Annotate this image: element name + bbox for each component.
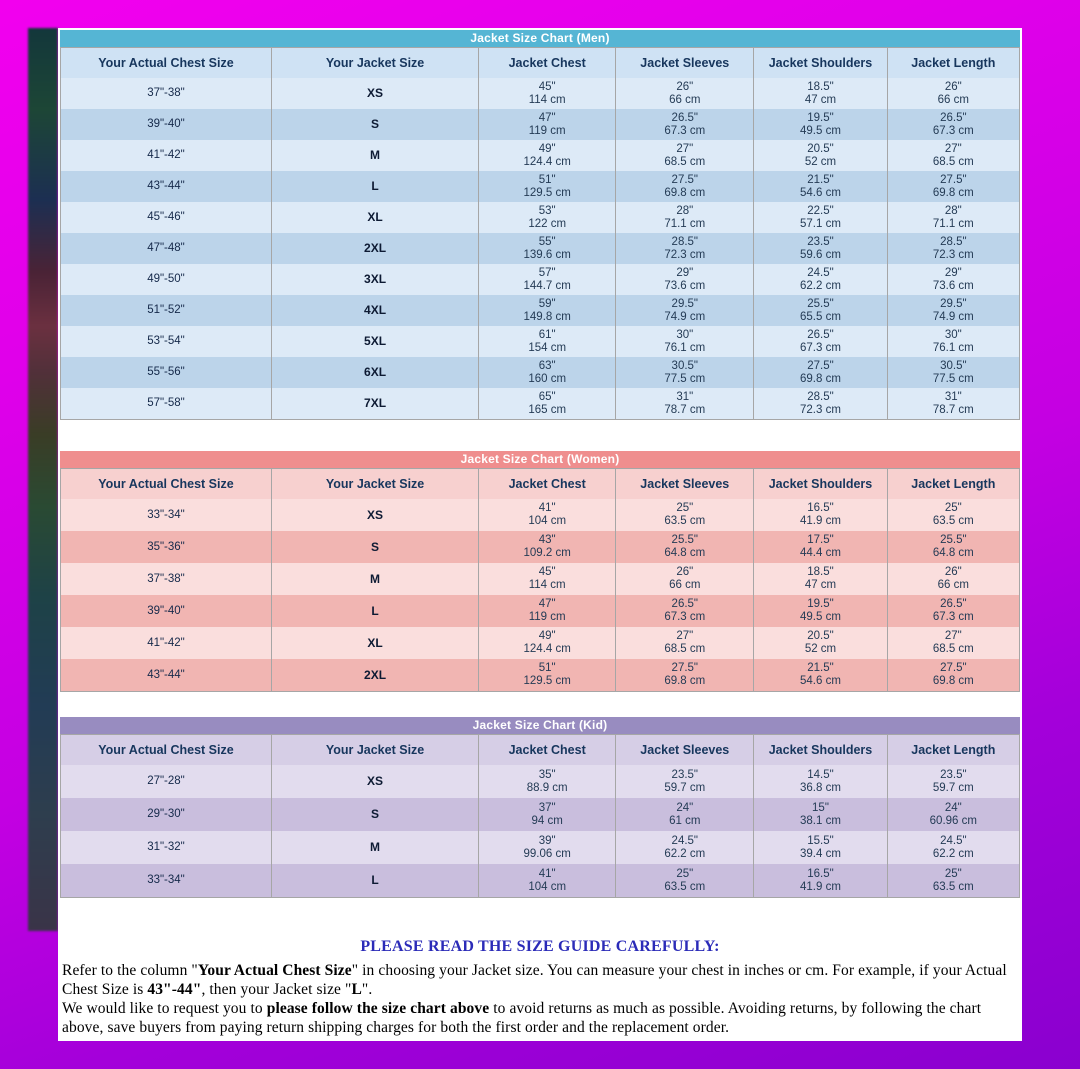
chest-size-cell: 29"-30" [61,798,272,831]
measurement-cell: 20.5" 52 cm [754,627,887,659]
women-table-title: Jacket Size Chart (Women) [60,451,1020,468]
chest-size-cell: 41"-42" [61,627,272,659]
column-header: Jacket Length [887,735,1019,766]
measurement-cell: 30" 76.1 cm [616,326,754,357]
notes-paragraphs [62,961,1018,1037]
jacket-size-cell: 2XL [271,233,478,264]
measurement-cell: 31" 78.7 cm [616,388,754,420]
column-header: Your Actual Chest Size [61,735,272,766]
measurement-cell: 41" 104 cm [479,864,616,898]
chest-size-cell: 47"-48" [61,233,272,264]
measurement-cell: 35" 88.9 cm [479,765,616,798]
women-row-m [61,563,1020,595]
chest-size-cell: 41"-42" [61,140,272,171]
measurement-cell: 29" 73.6 cm [887,264,1019,295]
measurement-cell: 16.5" 41.9 cm [754,499,887,531]
chest-size-cell: 55"-56" [61,357,272,388]
jacket-size-cell: M [271,563,478,595]
jacket-size-cell: 6XL [271,357,478,388]
women-row-xs [61,499,1020,531]
column-header: Jacket Shoulders [754,48,887,79]
measurement-cell: 47" 119 cm [479,595,616,627]
women-size-table [60,468,1020,692]
notes-heading: PLEASE READ THE SIZE GUIDE CAREFULLY: [360,938,720,955]
measurement-cell: 22.5" 57.1 cm [754,202,887,233]
measurement-cell: 28" 71.1 cm [887,202,1019,233]
women-header-row [61,469,1020,500]
measurement-cell: 18.5" 47 cm [754,78,887,109]
measurement-cell: 17.5" 44.4 cm [754,531,887,563]
jacket-size-cell: XS [271,78,478,109]
column-header: Jacket Shoulders [754,735,887,766]
measurement-cell: 63" 160 cm [479,357,616,388]
measurement-cell: 26" 66 cm [616,78,754,109]
measurement-cell: 26" 66 cm [616,563,754,595]
men-row-xl [61,202,1020,233]
size-guide-page [58,28,1022,1041]
measurement-cell: 27" 68.5 cm [616,140,754,171]
chest-size-cell: 43"-44" [61,171,272,202]
column-header: Your Jacket Size [271,48,478,79]
measurement-cell: 16.5" 41.9 cm [754,864,887,898]
column-header: Your Jacket Size [271,735,478,766]
column-header: Your Jacket Size [271,469,478,500]
measurement-cell: 30.5" 77.5 cm [887,357,1019,388]
men-header-row [61,48,1020,79]
measurement-cell: 29.5" 74.9 cm [887,295,1019,326]
kid-row-s [61,798,1020,831]
chest-size-cell: 33"-34" [61,864,272,898]
kid-table-title: Jacket Size Chart (Kid) [60,717,1020,734]
column-header: Your Actual Chest Size [61,469,272,500]
chest-size-cell: 43"-44" [61,659,272,692]
measurement-cell: 65" 165 cm [479,388,616,420]
measurement-cell: 51" 129.5 cm [479,659,616,692]
measurement-cell: 26.5" 67.3 cm [754,326,887,357]
measurement-cell: 25.5" 64.8 cm [887,531,1019,563]
measurement-cell: 57" 144.7 cm [479,264,616,295]
measurement-cell: 28.5" 72.3 cm [754,388,887,420]
notes-paragraph: Refer to the column "Your Actual Chest Size" in choosing your Jacket size. You can measure your chest in inches or cm. For example, if your Actual Chest Size is 43"-44", then your Jacket size "L". [62,962,1007,998]
chest-size-cell: 27"-28" [61,765,272,798]
notes-paragraph: We would like to request you to please follow the size chart above to avoid returns as much as possible. Avoiding returns, by following the chart above, save buyers from paying return shipping charges for both the first order and the replacement order. [62,1000,982,1036]
jacket-size-cell: 4XL [271,295,478,326]
jacket-size-cell: S [271,109,478,140]
measurement-cell: 28.5" 72.3 cm [887,233,1019,264]
measurement-cell: 27.5" 69.8 cm [754,357,887,388]
chest-size-cell: 35"-36" [61,531,272,563]
column-header: Jacket Length [887,48,1019,79]
women-row-s [61,531,1020,563]
jacket-size-cell: M [271,831,478,864]
jacket-size-cell: 7XL [271,388,478,420]
measurement-cell: 45" 114 cm [479,563,616,595]
measurement-cell: 23.5" 59.7 cm [616,765,754,798]
measurement-cell: 23.5" 59.7 cm [887,765,1019,798]
measurement-cell: 49" 124.4 cm [479,627,616,659]
measurement-cell: 24.5" 62.2 cm [616,831,754,864]
measurement-cell: 61" 154 cm [479,326,616,357]
measurement-cell: 24" 60.96 cm [887,798,1019,831]
size-guide-notes [60,938,1020,1037]
measurement-cell: 23.5" 59.6 cm [754,233,887,264]
men-row-3xl [61,264,1020,295]
jacket-size-cell: L [271,171,478,202]
jacket-size-table-kid [60,717,1020,898]
chest-size-cell: 53"-54" [61,326,272,357]
men-row-6xl [61,357,1020,388]
measurement-cell: 26.5" 67.3 cm [887,109,1019,140]
chest-size-cell: 49"-50" [61,264,272,295]
women-row-2xl [61,659,1020,692]
jacket-size-cell: S [271,798,478,831]
measurement-cell: 28" 71.1 cm [616,202,754,233]
men-row-s [61,109,1020,140]
measurement-cell: 25" 63.5 cm [616,499,754,531]
chest-size-cell: 45"-46" [61,202,272,233]
measurement-cell: 25.5" 65.5 cm [754,295,887,326]
jacket-size-cell: 3XL [271,264,478,295]
measurement-cell: 27.5" 69.8 cm [887,171,1019,202]
measurement-cell: 27.5" 69.8 cm [887,659,1019,692]
kid-row-l [61,864,1020,898]
measurement-cell: 20.5" 52 cm [754,140,887,171]
chest-size-cell: 33"-34" [61,499,272,531]
measurement-cell: 29.5" 74.9 cm [616,295,754,326]
measurement-cell: 55" 139.6 cm [479,233,616,264]
measurement-cell: 21.5" 54.6 cm [754,171,887,202]
measurement-cell: 53" 122 cm [479,202,616,233]
chest-size-cell: 37"-38" [61,563,272,595]
measurement-cell: 24.5" 62.2 cm [887,831,1019,864]
measurement-cell: 25" 63.5 cm [616,864,754,898]
measurement-cell: 59" 149.8 cm [479,295,616,326]
measurement-cell: 24" 61 cm [616,798,754,831]
kid-row-m [61,831,1020,864]
measurement-cell: 51" 129.5 cm [479,171,616,202]
measurement-cell: 26" 66 cm [887,78,1019,109]
men-row-7xl [61,388,1020,420]
women-row-l [61,595,1020,627]
measurement-cell: 27" 68.5 cm [616,627,754,659]
women-row-xl [61,627,1020,659]
measurement-cell: 47" 119 cm [479,109,616,140]
jacket-size-cell: S [271,531,478,563]
measurement-cell: 14.5" 36.8 cm [754,765,887,798]
measurement-cell: 26.5" 67.3 cm [616,109,754,140]
men-row-2xl [61,233,1020,264]
measurement-cell: 26.5" 67.3 cm [616,595,754,627]
column-header: Jacket Chest [479,48,616,79]
chest-size-cell: 39"-40" [61,595,272,627]
measurement-cell: 18.5" 47 cm [754,563,887,595]
decorative-photo-strip [28,28,58,931]
jacket-size-cell: 2XL [271,659,478,692]
column-header: Jacket Sleeves [616,48,754,79]
measurement-cell: 15" 38.1 cm [754,798,887,831]
jacket-size-cell: XL [271,202,478,233]
measurement-cell: 27" 68.5 cm [887,140,1019,171]
kid-row-xs [61,765,1020,798]
chest-size-cell: 37"-38" [61,78,272,109]
men-row-xs [61,78,1020,109]
measurement-cell: 26.5" 67.3 cm [887,595,1019,627]
measurement-cell: 49" 124.4 cm [479,140,616,171]
chest-size-cell: 57"-58" [61,388,272,420]
men-table-title: Jacket Size Chart (Men) [60,30,1020,47]
men-row-l [61,171,1020,202]
column-header: Jacket Sleeves [616,469,754,500]
measurement-cell: 41" 104 cm [479,499,616,531]
column-header: Jacket Chest [479,735,616,766]
column-header: Your Actual Chest Size [61,48,272,79]
measurement-cell: 43" 109.2 cm [479,531,616,563]
measurement-cell: 19.5" 49.5 cm [754,595,887,627]
kid-header-row [61,735,1020,766]
chest-size-cell: 39"-40" [61,109,272,140]
measurement-cell: 30" 76.1 cm [887,326,1019,357]
measurement-cell: 19.5" 49.5 cm [754,109,887,140]
men-size-table [60,47,1020,420]
measurement-cell: 27" 68.5 cm [887,627,1019,659]
measurement-cell: 45" 114 cm [479,78,616,109]
jacket-size-cell: XL [271,627,478,659]
measurement-cell: 25" 63.5 cm [887,499,1019,531]
jacket-size-cell: XS [271,765,478,798]
measurement-cell: 26" 66 cm [887,563,1019,595]
jacket-size-table-men [60,30,1020,420]
measurement-cell: 27.5" 69.8 cm [616,171,754,202]
jacket-size-cell: L [271,595,478,627]
chest-size-cell: 51"-52" [61,295,272,326]
measurement-cell: 25" 63.5 cm [887,864,1019,898]
column-header: Jacket Chest [479,469,616,500]
jacket-size-cell: M [271,140,478,171]
column-header: Jacket Length [887,469,1019,500]
measurement-cell: 21.5" 54.6 cm [754,659,887,692]
measurement-cell: 39" 99.06 cm [479,831,616,864]
measurement-cell: 28.5" 72.3 cm [616,233,754,264]
measurement-cell: 31" 78.7 cm [887,388,1019,420]
jacket-size-table-women [60,451,1020,692]
jacket-size-cell: L [271,864,478,898]
measurement-cell: 27.5" 69.8 cm [616,659,754,692]
column-header: Jacket Sleeves [616,735,754,766]
kid-size-table [60,734,1020,898]
measurement-cell: 15.5" 39.4 cm [754,831,887,864]
measurement-cell: 37" 94 cm [479,798,616,831]
measurement-cell: 30.5" 77.5 cm [616,357,754,388]
measurement-cell: 29" 73.6 cm [616,264,754,295]
column-header: Jacket Shoulders [754,469,887,500]
chest-size-cell: 31"-32" [61,831,272,864]
men-row-m [61,140,1020,171]
men-row-4xl [61,295,1020,326]
men-row-5xl [61,326,1020,357]
jacket-size-cell: XS [271,499,478,531]
jacket-size-cell: 5XL [271,326,478,357]
measurement-cell: 25.5" 64.8 cm [616,531,754,563]
measurement-cell: 24.5" 62.2 cm [754,264,887,295]
